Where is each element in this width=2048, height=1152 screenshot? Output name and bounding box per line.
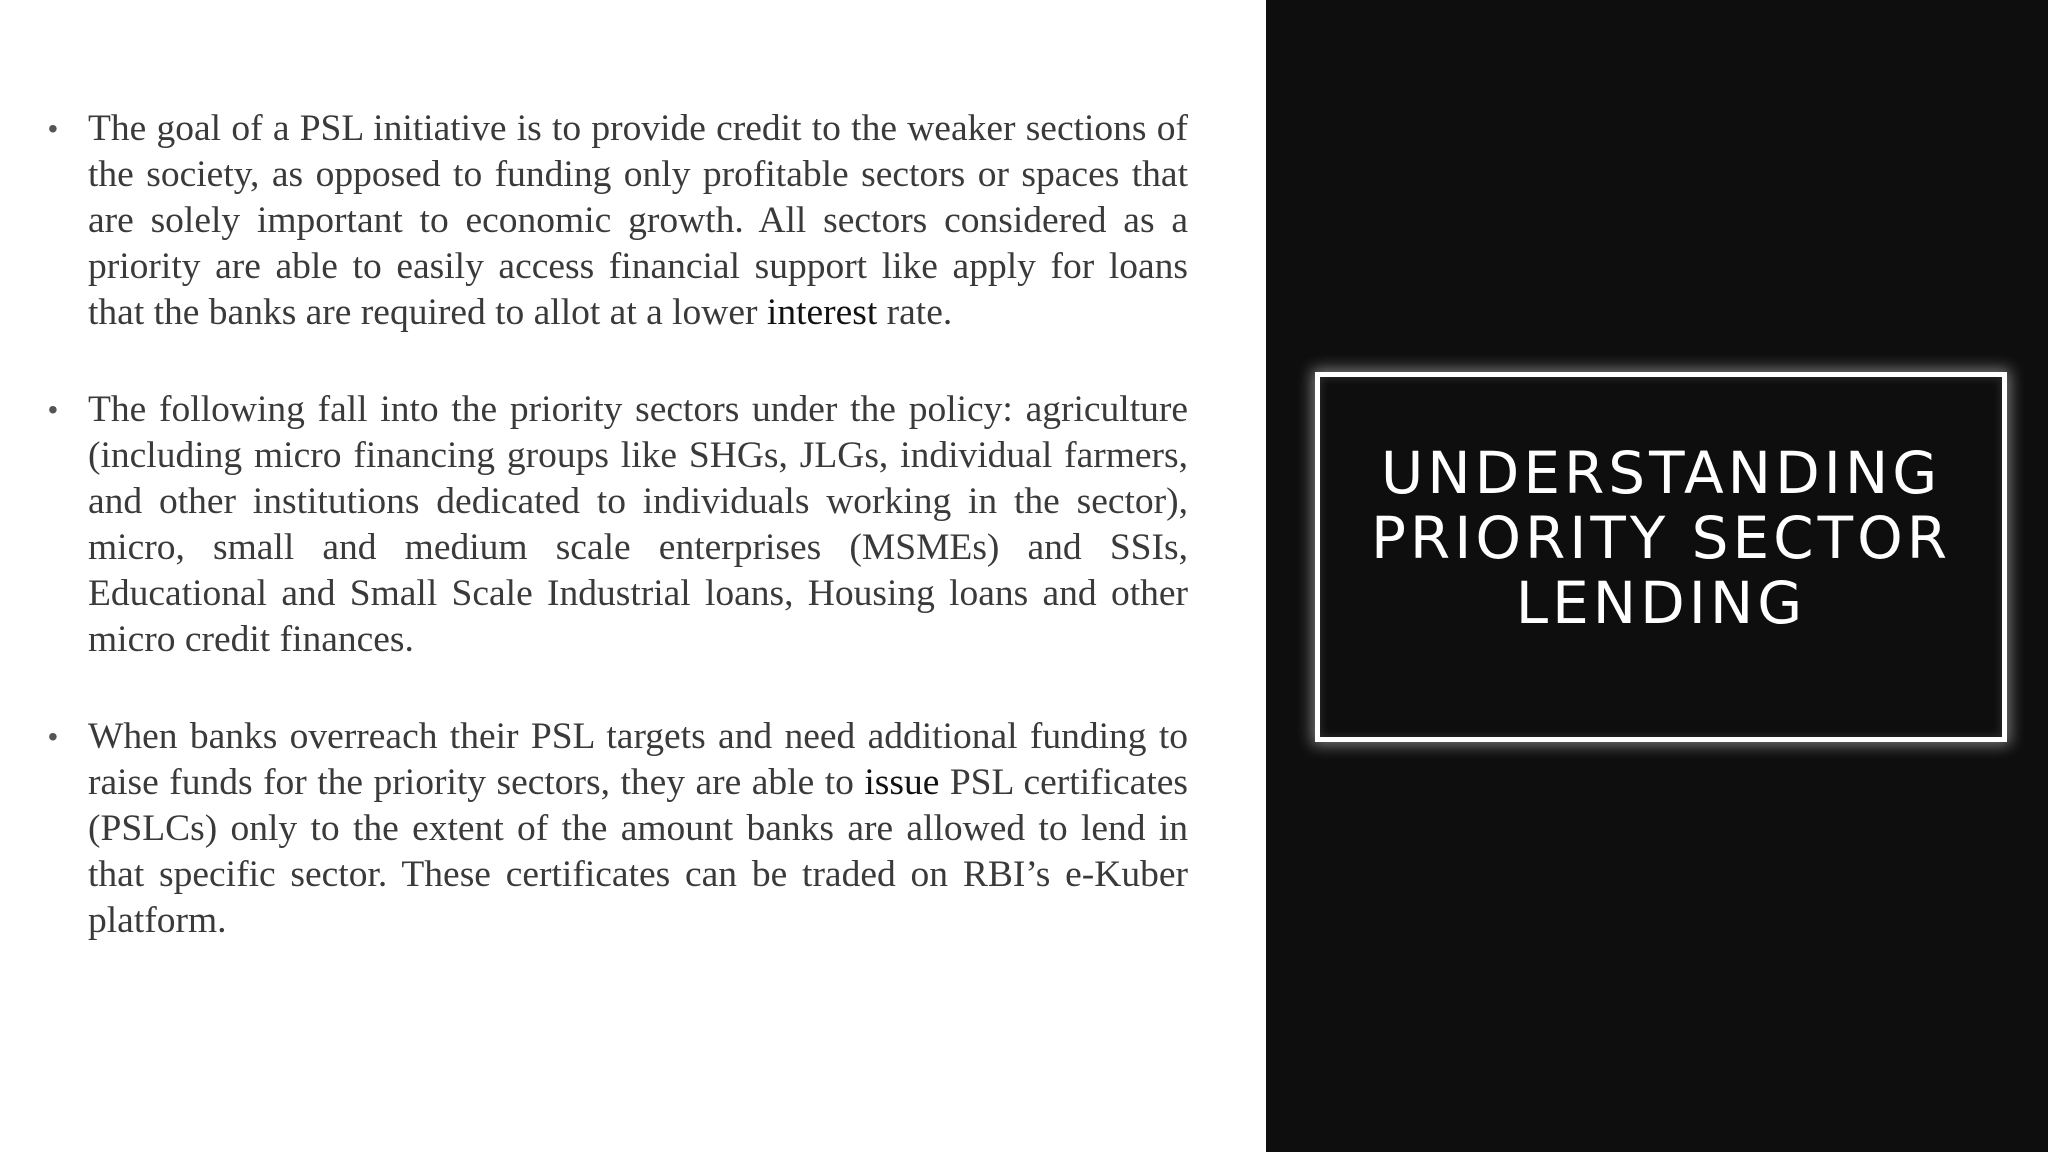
- title-frame: [1315, 372, 2007, 742]
- title-panel: [1266, 0, 2048, 1152]
- bullet-text: The following fall into the priority sectors under the policy: agriculture (including micro financing groups like SHGs, JLGs, individual farmers, and other institutions dedicated to individuals working in the sector), micro, small and medium scale enterprises (MSMEs) and SSIs, Educational and Small Scale Industrial loans, Housing loans and other micro credit finances.: [88, 389, 1188, 660]
- bullet-dot-icon: •: [48, 721, 58, 752]
- bullet-text: rate.: [877, 292, 953, 333]
- bullet-text: PSL certificates (PSLCs) only to the extent of the amount banks are allowed to lend in that specific sector. These certificates can be traded on RBI’s e-Kuber platform.: [88, 762, 1188, 941]
- bullet-dot-icon: •: [48, 394, 58, 425]
- bullet-text: The goal of a PSL initiative is to provide credit to the weaker sections of the society, as opposed to funding only profitable sectors or spaces that are solely important to economic growth. All sectors considered as a priority are able to easily access financial support like apply for loans that the banks are required to allot at a lower: [88, 108, 1188, 333]
- bullet-item-priority-sectors: [48, 387, 1188, 663]
- bullet-highlight: issue: [864, 762, 940, 803]
- bullet-item-psl-goal: [48, 106, 1188, 336]
- bullet-text: When banks overreach their PSL targets and need additional funding to raise funds for the priority sectors, they are able to: [88, 716, 1188, 803]
- bullet-dot-icon: •: [48, 113, 58, 144]
- slide-title: UNDERSTANDING PRIORITY SECTOR LENDING: [1370, 439, 1952, 637]
- bullet-list: [48, 106, 1188, 995]
- bullet-item-pslc: [48, 714, 1188, 944]
- bullet-highlight: interest: [766, 292, 878, 333]
